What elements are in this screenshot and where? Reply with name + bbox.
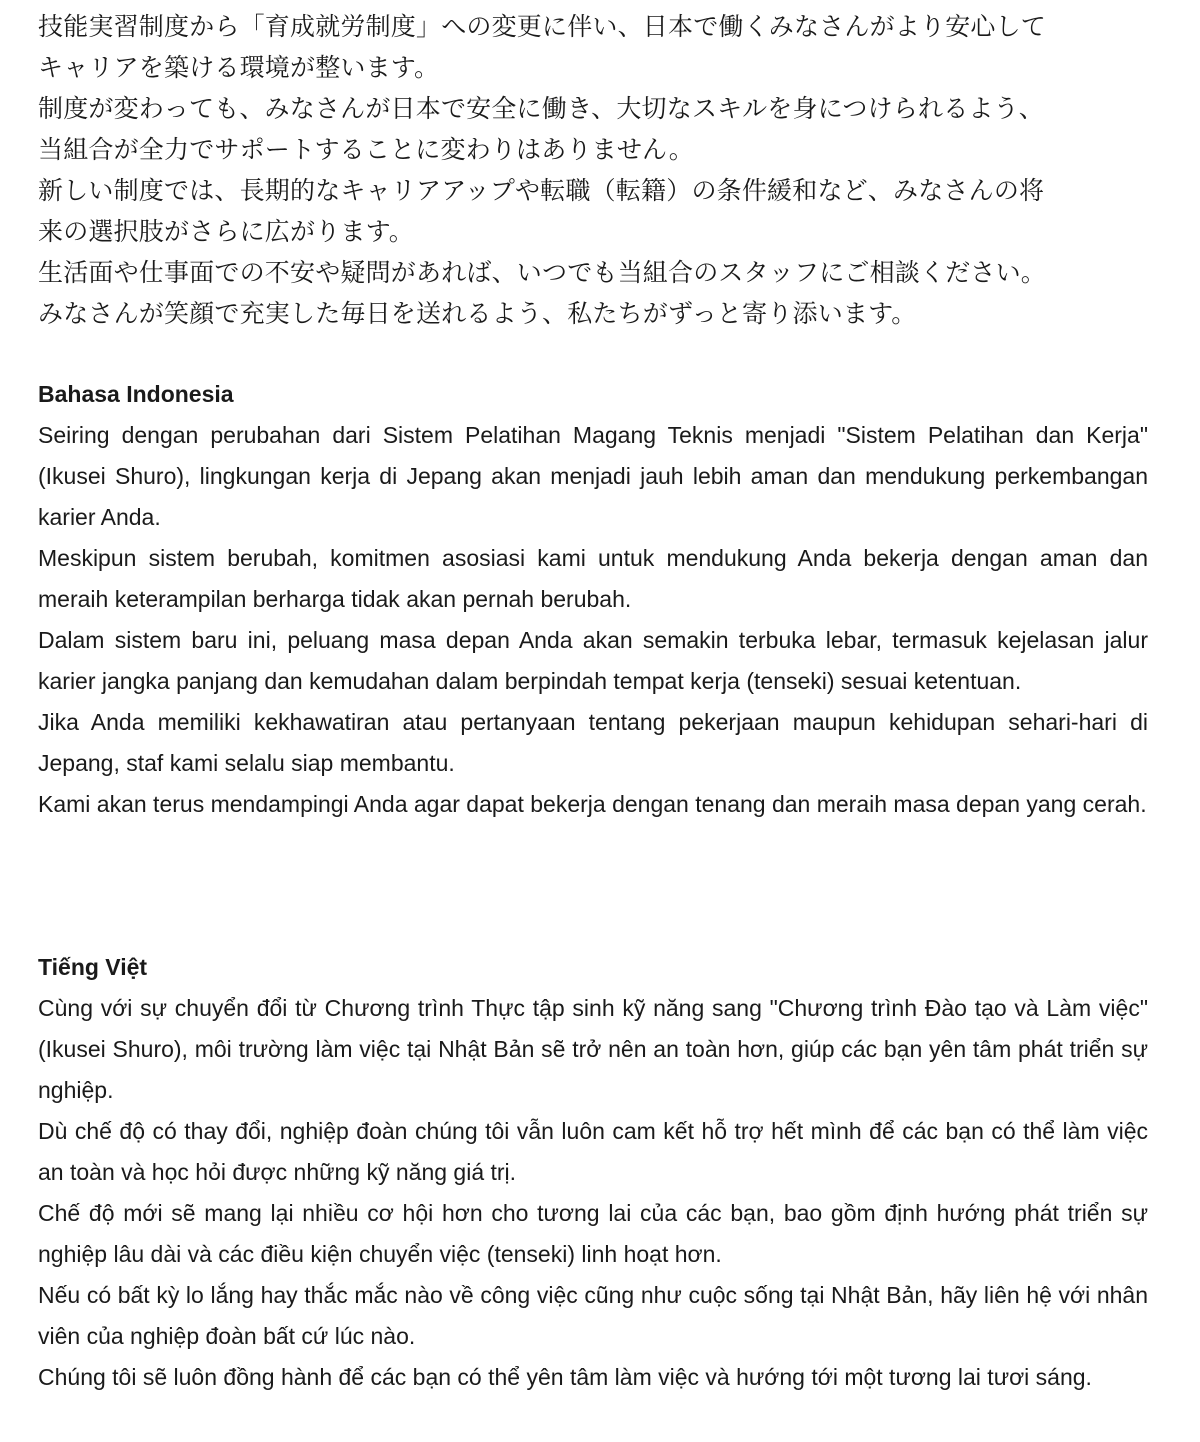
vietnamese-paragraph: Dù chế độ có thay đổi, nghiệp đoàn chúng tôi vẫn luôn cam kết hỗ trợ hết mình để các bạn có thể làm việc an toàn và học hỏi được những kỹ năng giá trị.: [38, 1118, 1148, 1185]
indonesian-paragraph: Kami akan terus mendampingi Anda agar dapat bekerja dengan tenang dan meraih masa depan yang cerah.: [38, 791, 1147, 817]
vietnamese-paragraph: Nếu có bất kỳ lo lắng hay thắc mắc nào về công việc cũng như cuộc sống tại Nhật Bản, hãy liên hệ với nhân viên của nghiệp đoàn bất cứ lúc nào.: [38, 1282, 1148, 1349]
japanese-line: キャリアを築ける環境が整います。: [38, 53, 440, 82]
japanese-line: 当組合が全力でサポートすることに変わりはありません。: [38, 135, 694, 164]
vietnamese-paragraph: Chế độ mới sẽ mang lại nhiều cơ hội hơn cho tương lai của các bạn, bao gồm định hướng phát triển sự nghiệp lâu dài và các điều kiện chuyển việc (tenseki) linh hoạt hơn.: [38, 1200, 1148, 1267]
japanese-section: [38, 6, 1148, 334]
indonesian-section: [38, 374, 1148, 825]
vietnamese-section: [38, 947, 1148, 1398]
japanese-line: みなさんが笑顔で充実した毎日を送れるよう、私たちがずっと寄り添います。: [38, 299, 917, 328]
indonesian-paragraph: Meskipun sistem berubah, komitmen asosiasi kami untuk mendukung Anda bekerja dengan aman dan meraih keterampilan berharga tidak akan pernah berubah.: [38, 545, 1148, 612]
japanese-line: 制度が変わっても、みなさんが日本で安全に働き、大切なスキルを身につけられるよう、: [38, 94, 1045, 123]
japanese-line: 新しい制度では、長期的なキャリアアップや転職（転籍）の条件緩和など、みなさんの将: [38, 176, 1045, 205]
vietnamese-paragraph: Chúng tôi sẽ luôn đồng hành để các bạn có thể yên tâm làm việc và hướng tới một tương lai tươi sáng.: [38, 1364, 1092, 1390]
document-body: [38, 6, 1148, 1390]
japanese-line: 来の選択肢がさらに広がります。: [38, 217, 415, 246]
vietnamese-paragraph: Cùng với sự chuyển đổi từ Chương trình Thực tập sinh kỹ năng sang "Chương trình Đào tạo và Làm việc" (Ikusei Shuro), môi trường làm việc tại Nhật Bản sẽ trở nên an toàn hơn, giúp các bạn yên tâm phát triển sự nghiệp.: [38, 995, 1148, 1103]
vietnamese-heading: Tiếng Việt: [38, 954, 148, 980]
japanese-line: 生活面や仕事面での不安や疑問があれば、いつでも当組合のスタッフにご相談ください。: [38, 258, 1047, 287]
indonesian-paragraph: Seiring dengan perubahan dari Sistem Pelatihan Magang Teknis menjadi "Sistem Pelatihan dan Kerja" (Ikusei Shuro), lingkungan kerja di Jepang akan menjadi jauh lebih aman dan mendukung perkembangan karier Anda.: [38, 422, 1148, 530]
japanese-line: 技能実習制度から「育成就労制度」への変更に伴い、日本で働くみなさんがより安心して: [38, 12, 1047, 41]
indonesian-paragraph: Jika Anda memiliki kekhawatiran atau pertanyaan tentang pekerjaan maupun kehidupan sehari-hari di Jepang, staf kami selalu siap membantu.: [38, 709, 1148, 776]
indonesian-heading: Bahasa Indonesia: [38, 381, 234, 407]
indonesian-paragraph: Dalam sistem baru ini, peluang masa depan Anda akan semakin terbuka lebar, termasuk kejelasan jalur karier jangka panjang dan kemudahan dalam berpindah tempat kerja (tenseki) sesuai ketentuan.: [38, 627, 1148, 694]
